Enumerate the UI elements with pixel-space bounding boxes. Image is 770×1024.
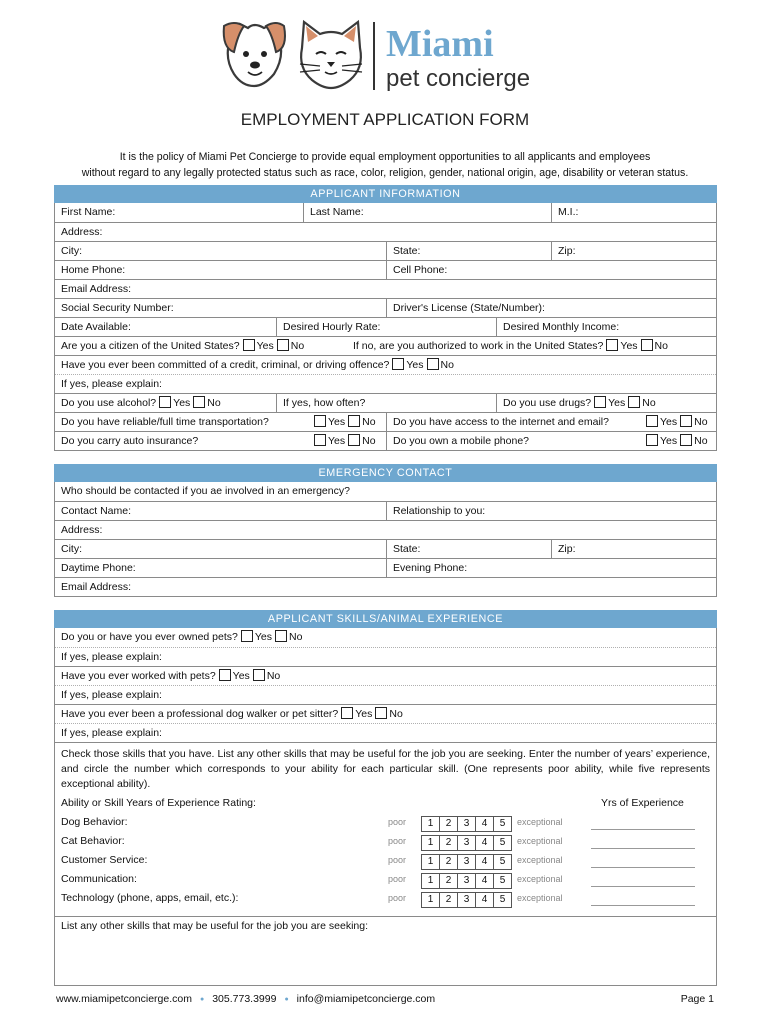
email-field[interactable]: Email Address: [61, 283, 132, 295]
drugs-no-checkbox[interactable] [628, 396, 640, 408]
no-label: No [207, 397, 221, 409]
years-experience-field[interactable] [591, 848, 695, 849]
owned-no-checkbox[interactable] [275, 630, 287, 642]
address-field[interactable]: Address: [61, 226, 103, 238]
transport-label: Do you have reliable/full time transportation? [61, 416, 269, 428]
owned-label: Do you or have you ever owned pets? [61, 631, 238, 643]
poor-label: poor [388, 836, 407, 846]
pet-logo-graphic [218, 18, 558, 94]
skills-section [54, 610, 717, 986]
offence-label: Have you ever been committed of a credit, criminal, or driving offence? [61, 359, 390, 371]
yes-label: Yes [406, 359, 424, 371]
date-available-field[interactable]: Date Available: [61, 321, 131, 333]
drugs-yes-checkbox[interactable] [594, 396, 606, 408]
page-footer [56, 992, 714, 1006]
internet-yes-checkbox[interactable] [646, 415, 658, 427]
drivers-license-field[interactable]: Driver's License (State/Number): [386, 299, 718, 317]
worked-no-checkbox[interactable] [253, 669, 265, 681]
rating-scale [421, 835, 512, 851]
phone-row [55, 260, 716, 279]
owned-row [55, 628, 716, 647]
skills-column-header [55, 794, 716, 813]
offence-question [55, 356, 454, 374]
skills-col-header: Ability or Skill Years of Experience Rating: [61, 797, 256, 809]
mobile-no-checkbox[interactable] [680, 434, 692, 446]
no-label: No [289, 631, 303, 643]
contact-name-field[interactable]: Contact Name: [61, 505, 132, 517]
years-experience-field[interactable] [591, 886, 695, 887]
emergency-address-row [55, 520, 716, 539]
emergency-city-field[interactable]: City: [61, 543, 82, 555]
yes-label: Yes [254, 631, 272, 643]
email-row [55, 279, 716, 298]
emergency-state-field[interactable]: State: [386, 540, 551, 558]
skills-header: APPLICANT SKILLS/ANIMAL EXPERIENCE [54, 610, 717, 628]
yes-label: Yes [660, 416, 678, 428]
rating-option[interactable]: 5 [493, 836, 511, 850]
rating-scale [421, 892, 512, 908]
citizen-question [55, 337, 304, 355]
other-skills-label: List any other skills that may be useful for the job you are seeking: [61, 920, 368, 932]
alcohol-yes-checkbox[interactable] [159, 396, 171, 408]
no-label: No [694, 416, 708, 428]
offence-explain-field[interactable]: If yes, please explain: [61, 378, 162, 390]
worked-label: Have you ever worked with pets? [61, 670, 216, 682]
alcohol-no-checkbox[interactable] [193, 396, 205, 408]
availability-row [55, 317, 716, 336]
state-field[interactable]: State: [386, 242, 551, 260]
rating-scale [421, 816, 512, 832]
internet-options [637, 413, 708, 431]
transport-yes-checkbox[interactable] [314, 415, 326, 427]
owned-yes-checkbox[interactable] [241, 630, 253, 642]
address-row [55, 222, 716, 241]
transport-options [305, 413, 376, 431]
rating-option[interactable]: 3 [457, 893, 475, 907]
rating-option[interactable]: 1 [427, 837, 434, 848]
form-title: EMPLOYMENT APPLICATION FORM [240, 110, 530, 129]
company-logo [218, 18, 558, 94]
insurance-no-checkbox[interactable] [348, 434, 360, 446]
skill-label: Cat Behavior: [61, 835, 125, 847]
mobile-label: Do you own a mobile phone? [386, 432, 718, 450]
walker-no-checkbox[interactable] [375, 707, 387, 719]
skill-rows [55, 813, 716, 908]
insurance-options [305, 432, 376, 450]
years-experience-field[interactable] [591, 867, 695, 868]
ssn-row [55, 298, 716, 317]
yes-label: Yes [328, 416, 346, 428]
skills-instructions: Check those skills that you have. List any other skills that may be useful for the job you are seeking. Enter the number of years’ experience, and circle the number which corresponds to your ability for each particular skill. (One represents poor ability, while five represents exceptional ability). [61, 748, 710, 790]
owned-explain-row [55, 647, 716, 666]
skills-rating-block [55, 742, 716, 987]
logo-tagline: pet concierge [386, 65, 531, 92]
skill-label: Communication: [61, 873, 137, 885]
skill-label: Dog Behavior: [61, 816, 128, 828]
transport-no-checkbox[interactable] [348, 415, 360, 427]
rating-option[interactable]: 4 [475, 874, 493, 888]
yes-label: Yes [355, 708, 373, 720]
internet-no-checkbox[interactable] [680, 415, 692, 427]
no-label: No [654, 340, 668, 352]
emergency-who-label: Who should be contacted if you ae involved in an emergency? [61, 485, 350, 497]
applicant-information-section [54, 185, 717, 451]
emergency-city-row [55, 539, 716, 558]
yes-label: Yes [660, 435, 678, 447]
rating-option[interactable]: 3 [457, 855, 475, 869]
no-label: No [290, 340, 305, 352]
emergency-contact-header: EMERGENCY CONTACT [54, 464, 717, 482]
rating-option[interactable]: 5 [493, 855, 511, 869]
monthly-income-field[interactable]: Desired Monthly Income: [496, 318, 718, 336]
skill-row [55, 832, 716, 851]
policy-statement [55, 149, 715, 181]
ssn-field[interactable]: Social Security Number: [61, 302, 174, 314]
years-col-header: Yrs of Experience [601, 797, 684, 809]
rating-option[interactable]: 5 [493, 893, 511, 907]
relationship-field[interactable]: Relationship to you: [386, 502, 718, 520]
emergency-who-row [55, 482, 716, 501]
poor-label: poor [388, 817, 407, 827]
worked-yes-checkbox[interactable] [219, 669, 231, 681]
name-row [55, 203, 716, 222]
rating-option[interactable]: 1 [427, 818, 434, 829]
authorized-yes-checkbox[interactable] [606, 339, 618, 351]
mi-field[interactable]: M.I.: [551, 203, 718, 222]
skill-row [55, 813, 716, 832]
exceptional-label: exceptional [517, 855, 563, 865]
yes-label: Yes [173, 397, 191, 409]
insurance-yes-checkbox[interactable] [314, 434, 326, 446]
offence-yes-checkbox[interactable] [392, 358, 404, 370]
no-label: No [440, 359, 454, 371]
drugs-question [496, 394, 718, 412]
other-skills-area[interactable] [55, 916, 716, 987]
footer-website[interactable]: www.miamipetconcierge.com [56, 993, 192, 1005]
exceptional-label: exceptional [517, 893, 563, 903]
rating-option[interactable]: 3 [457, 836, 475, 850]
poor-label: poor [388, 874, 407, 884]
hourly-rate-field[interactable]: Desired Hourly Rate: [276, 318, 496, 336]
emergency-email-row [55, 577, 716, 596]
worked-explain-field[interactable]: If yes, please explain: [61, 689, 162, 701]
worked-row [55, 666, 716, 685]
authorized-label: If no, are you authorized to work in the United States? [353, 340, 604, 352]
rating-option[interactable]: 4 [475, 817, 493, 831]
walker-row [55, 704, 716, 723]
last-name-field[interactable]: Last Name: [303, 203, 551, 222]
mobile-yes-checkbox[interactable] [646, 434, 658, 446]
exceptional-label: exceptional [517, 836, 563, 846]
rating-option[interactable]: 5 [493, 874, 511, 888]
emergency-zip-field[interactable]: Zip: [551, 540, 718, 558]
rating-option[interactable]: 4 [475, 855, 493, 869]
insurance-row [55, 431, 716, 450]
years-experience-field[interactable] [591, 905, 695, 906]
offence-no-checkbox[interactable] [427, 358, 439, 370]
rating-option[interactable]: 2 [439, 874, 457, 888]
yes-label: Yes [328, 435, 346, 447]
rating-option[interactable]: 5 [493, 817, 511, 831]
walker-label: Have you ever been a professional dog walker or pet sitter? [61, 708, 339, 720]
footer-phone: 305.773.3999 [212, 993, 277, 1005]
footer-email[interactable]: info@miamipetconcierge.com [296, 993, 436, 1005]
skill-row [55, 851, 716, 870]
yes-label: Yes [620, 340, 638, 352]
yes-label: Yes [608, 397, 626, 409]
citizenship-row [55, 336, 716, 355]
rating-option[interactable]: 1 [427, 875, 434, 886]
walker-explain-row [55, 723, 716, 742]
policy-line-2: without regard to any legally protected status such as race, color, religion, gender, national origin, age, disability or veteran status. [81, 167, 689, 179]
transport-row [55, 412, 716, 431]
skill-row [55, 870, 716, 889]
rating-option[interactable]: 2 [439, 836, 457, 850]
poor-label: poor [388, 855, 407, 865]
dog-face-icon [224, 23, 285, 86]
skill-label: Technology (phone, apps, email, etc.): [61, 892, 239, 904]
alcohol-question [55, 394, 276, 412]
emergency-address-field[interactable]: Address: [61, 524, 103, 536]
rating-option[interactable]: 3 [457, 874, 475, 888]
rating-option[interactable]: 1 [427, 894, 434, 905]
rating-option[interactable]: 3 [457, 817, 475, 831]
cell-phone-field[interactable]: Cell Phone: [386, 261, 718, 279]
no-label: No [266, 670, 281, 682]
policy-line-1: It is the policy of Miami Pet Concierge to provide equal employment opportunities to all applicants and employees [119, 151, 651, 163]
yes-label: Yes [256, 340, 274, 352]
daytime-phone-field[interactable]: Daytime Phone: [61, 562, 136, 574]
rating-option[interactable]: 2 [439, 893, 457, 907]
worked-explain-row [55, 685, 716, 704]
yes-label: Yes [232, 670, 250, 682]
emergency-contact-row [55, 501, 716, 520]
city-field[interactable]: City: [61, 245, 82, 257]
skill-label: Customer Service: [61, 854, 148, 866]
evening-phone-field[interactable]: Evening Phone: [386, 559, 718, 577]
no-label: No [362, 416, 376, 428]
rating-option[interactable]: 2 [439, 855, 457, 869]
bullet-icon: ● [199, 996, 205, 1003]
no-label: No [694, 435, 708, 447]
owned-explain-field[interactable]: If yes, please explain: [61, 651, 162, 663]
authorized-no-checkbox[interactable] [641, 339, 653, 351]
rating-option[interactable]: 2 [439, 817, 457, 831]
authorized-question [347, 337, 668, 355]
rating-option[interactable]: 1 [427, 856, 434, 867]
home-phone-field[interactable]: Home Phone: [61, 264, 126, 276]
citizen-label: Are you a citizen of the United States? [61, 340, 240, 352]
drugs-label: Do you use drugs? [503, 397, 592, 409]
substance-row [55, 393, 716, 412]
first-name-field[interactable]: First Name: [61, 206, 116, 218]
page-number: Page 1 [680, 993, 714, 1005]
citizen-no-checkbox[interactable] [277, 339, 289, 351]
no-label: No [642, 397, 656, 409]
insurance-label: Do you carry auto insurance? [61, 435, 199, 447]
internet-label: Do you have access to the internet and email? [386, 413, 718, 431]
emergency-phone-row [55, 558, 716, 577]
exceptional-label: exceptional [517, 817, 563, 827]
poor-label: poor [388, 893, 407, 903]
offence-row [55, 355, 716, 374]
rating-option[interactable]: 4 [475, 836, 493, 850]
walker-explain-field[interactable]: If yes, please explain: [61, 727, 162, 739]
worked-question [55, 667, 280, 685]
rating-scale [421, 873, 512, 889]
applicant-information-header: APPLICANT INFORMATION [54, 185, 717, 203]
cat-face-icon [300, 22, 362, 88]
rating-option[interactable]: 4 [475, 893, 493, 907]
no-label: No [362, 435, 376, 447]
emergency-email-field[interactable]: Email Address: [61, 581, 132, 593]
citizen-yes-checkbox[interactable] [243, 339, 255, 351]
walker-question [55, 705, 403, 723]
exceptional-label: exceptional [517, 874, 563, 884]
emergency-contact-section [54, 464, 717, 597]
bullet-icon: ● [284, 996, 289, 1003]
mobile-options [637, 432, 708, 450]
alcohol-label: Do you use alcohol? [61, 397, 157, 409]
city-row [55, 241, 716, 260]
skill-row [55, 889, 716, 908]
years-experience-field[interactable] [591, 829, 695, 830]
no-label: No [389, 708, 403, 720]
walker-yes-checkbox[interactable] [341, 707, 353, 719]
rating-scale [421, 854, 512, 870]
how-often-field[interactable]: If yes, how often? [276, 394, 496, 412]
owned-question [55, 628, 302, 647]
logo-name: Miami [386, 23, 494, 65]
offence-explain-row [55, 374, 716, 393]
zip-field[interactable]: Zip: [551, 242, 718, 260]
